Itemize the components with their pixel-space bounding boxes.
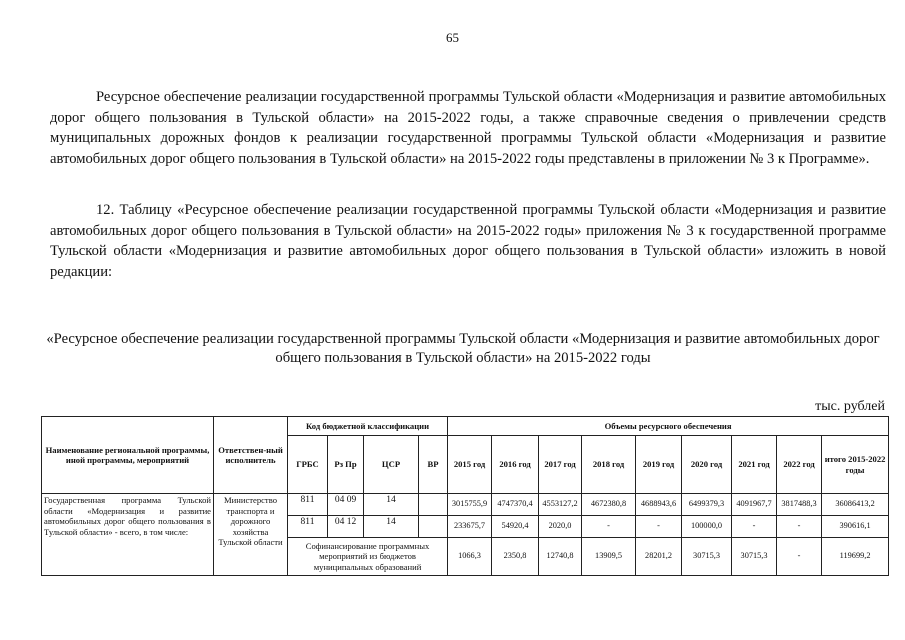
value-cell: 54920,4 xyxy=(492,516,539,538)
header-budget-code: Код бюджетной классификации xyxy=(288,417,448,436)
header-year: 2019 год xyxy=(636,436,682,494)
value-cell: 4747370,4 xyxy=(492,494,539,516)
value-cell: - xyxy=(777,516,822,538)
page-number: 65 xyxy=(446,30,459,45)
value-cell: - xyxy=(636,516,682,538)
value-cell: 28201,2 xyxy=(636,538,682,576)
value-cell: 4688943,6 xyxy=(636,494,682,516)
paragraph-item-12: 12. Таблицу «Ресурсное обеспечение реализации государственной программы Тульской области «Модернизация и развитие автомобильных дорог общего пользования в Тульской области» на 2015-2022 годы» приложения № 3 к государственной программе Тульской области «Модернизация и развитие автомобильных дорог общего пользования в Тульской области» изложить в новой редакции: xyxy=(50,202,886,280)
grbs-cell: 811 xyxy=(288,516,328,538)
value-cell: - xyxy=(582,516,636,538)
value-cell: 3817488,3 xyxy=(777,494,822,516)
total-cell: 119699,2 xyxy=(822,538,889,576)
program-name-cell: Государственная программа Тульской области «Модернизация и развитие автомобильных дорог общего пользования в Тульской области» - всего, в том числе: xyxy=(42,494,214,576)
value-cell: 1066,3 xyxy=(448,538,492,576)
header-rzpr: Рз Пр xyxy=(328,436,364,494)
header-year: 2020 год xyxy=(682,436,732,494)
csr-cell: 14 xyxy=(364,516,419,538)
vr-cell xyxy=(419,494,448,516)
table-row xyxy=(42,494,889,516)
total-cell: 36086413,2 xyxy=(822,494,889,516)
header-csr: ЦСР xyxy=(364,436,419,494)
value-cell: 30715,3 xyxy=(732,538,777,576)
header-year: 2018 год xyxy=(582,436,636,494)
value-cell: - xyxy=(732,516,777,538)
paragraph-resource-info: Ресурсное обеспечение реализации государственной программы Тульской области «Модернизация и развитие автомобильных дорог общего пользования в Тульской области» на 2015-2022 годы, а также справочные сведения о привлечении средств муниципальных дорожных фондов к реализации государственной программы Тульской области «Модернизация и развитие автомобильных дорог общего пользования в Тульской области» на 2015-2022 годы представлены в приложении № 3 к Программе». xyxy=(50,89,886,167)
header-year: 2021 год xyxy=(732,436,777,494)
header-vr: ВР xyxy=(419,436,448,494)
value-cell: 6499379,3 xyxy=(682,494,732,516)
header-year: 2015 год xyxy=(448,436,492,494)
table-title: «Ресурсное обеспечение реализации государственной программы Тульской области «Модернизация и развитие автомобильных дорог общего пользования в Тульской области» на 2015-2022 годы xyxy=(46,331,880,366)
units-label: тыс. рублей xyxy=(815,399,885,414)
value-cell: - xyxy=(777,538,822,576)
header-name: Наименование региональной программы, иной программы, мероприятий xyxy=(42,417,214,494)
csr-cell: 14 xyxy=(364,494,419,516)
header-year: 2017 год xyxy=(539,436,582,494)
value-cell: 233675,7 xyxy=(448,516,492,538)
header-year: 2022 год xyxy=(777,436,822,494)
vr-cell xyxy=(419,516,448,538)
table-header-row-1 xyxy=(42,417,889,436)
value-cell: 4091967,7 xyxy=(732,494,777,516)
value-cell: 3015755,9 xyxy=(448,494,492,516)
value-cell: 4672380,8 xyxy=(582,494,636,516)
header-year: 2016 год xyxy=(492,436,539,494)
responsible-cell: Министерство транспорта и дорожного хозяйства Тульской области xyxy=(214,494,288,576)
resource-table xyxy=(41,416,889,576)
rzpr-cell: 04 12 xyxy=(328,516,364,538)
header-responsible: Ответствен-ный исполнитель xyxy=(214,417,288,494)
value-cell: 12740,8 xyxy=(539,538,582,576)
cofinancing-label: Софинансирование программных мероприятий из бюджетов муниципальных образований xyxy=(288,538,448,576)
value-cell: 30715,3 xyxy=(682,538,732,576)
value-cell: 13909,5 xyxy=(582,538,636,576)
value-cell: 2020,0 xyxy=(539,516,582,538)
value-cell: 2350,8 xyxy=(492,538,539,576)
value-cell: 100000,0 xyxy=(682,516,732,538)
grbs-cell: 811 xyxy=(288,494,328,516)
rzpr-cell: 04 09 xyxy=(328,494,364,516)
header-total: итого 2015-2022 годы xyxy=(822,436,889,494)
value-cell: 4553127,2 xyxy=(539,494,582,516)
header-volumes: Объемы ресурсного обеспечения xyxy=(448,417,889,436)
total-cell: 390616,1 xyxy=(822,516,889,538)
header-grbs: ГРБС xyxy=(288,436,328,494)
